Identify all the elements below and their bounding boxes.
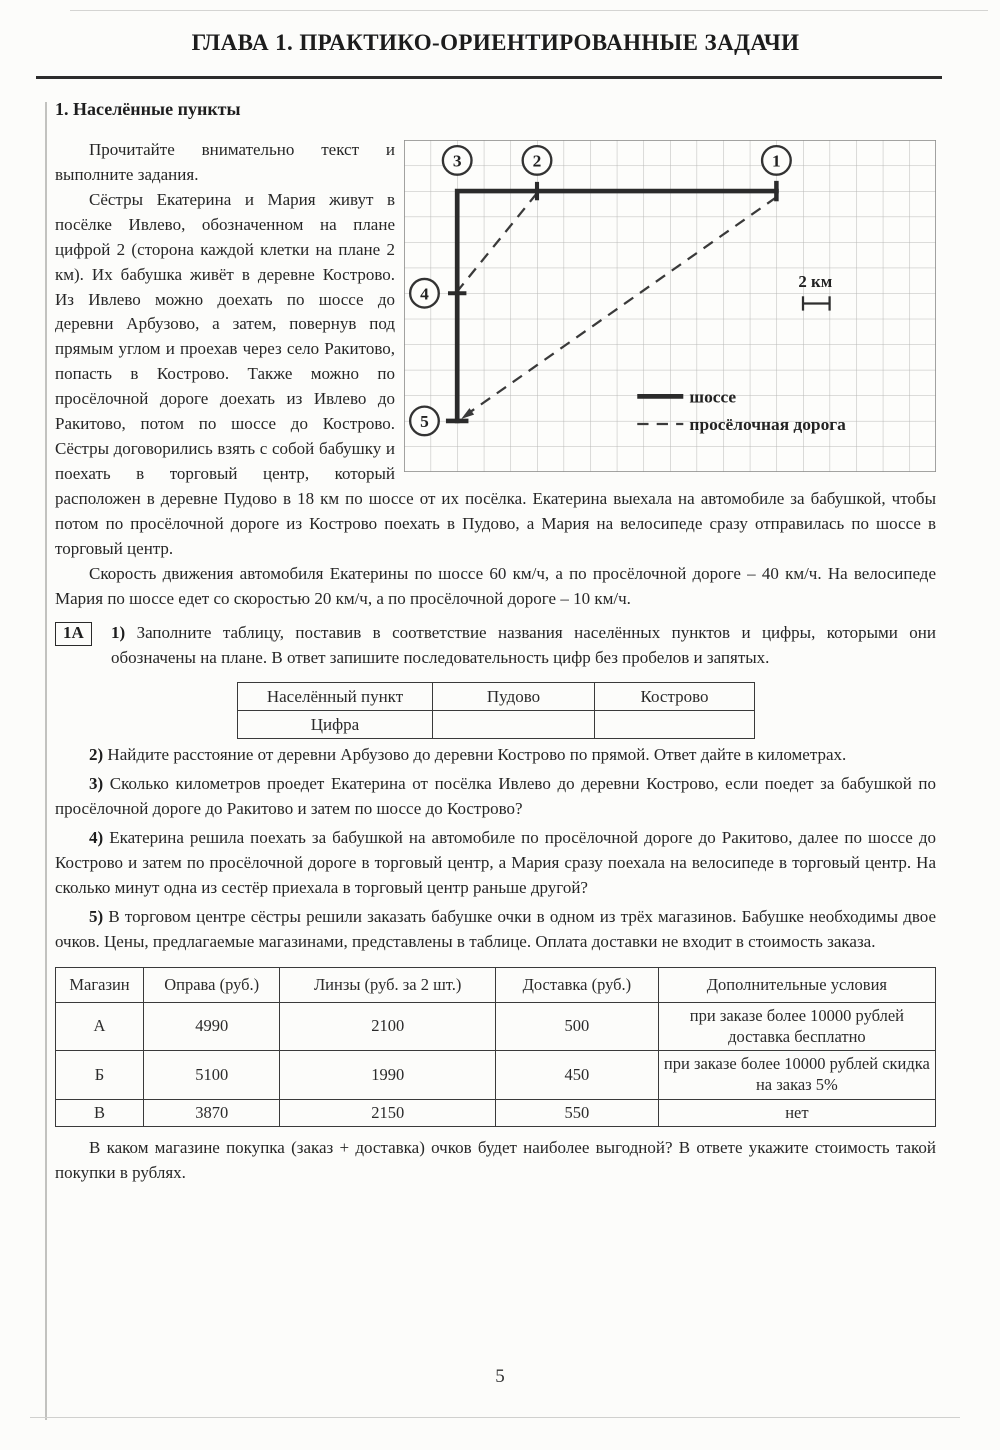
shops-table xyxy=(55,967,936,1127)
task-4-number: 4) xyxy=(89,828,104,848)
speeds-paragraph: Скорость движения автомобиля Екатерины по шоссе 60 км/ч, а по просёлочной дороге – 40 км/ч. На велосипеде Мария по шоссе едет со скоростью 20 км/ч, а по просёлочной дороге – 10 км/ч. xyxy=(55,564,936,609)
shops-row-a xyxy=(56,1003,936,1051)
final-question: В каком магазине покупка (заказ + доставка) очков будет наиболее выгодной? В ответе укажите стоимость такой покупки в рублях. xyxy=(55,1138,936,1183)
shop-lenses-price: 2100 xyxy=(280,1003,496,1051)
map-figure xyxy=(404,140,936,472)
shop-name: В xyxy=(56,1099,144,1127)
village-plan-map xyxy=(404,140,936,472)
intro-block xyxy=(55,138,936,563)
title-divider xyxy=(36,76,942,79)
shops-header-row xyxy=(56,968,936,1003)
match-table-header-row xyxy=(238,683,755,711)
task-1-text: 1) Заполните таблицу, поставив в соответствие названия населённых пунктов и цифры, которыми они обозначены на плане. В ответ запишите последовательность цифр без пробелов и запятых. xyxy=(111,623,936,668)
point-label-4: 4 xyxy=(420,283,429,303)
task-2-text: 2) Найдите расстояние от деревни Арбузово до деревни Кострово по прямой. Ответ дайте в километрах. xyxy=(89,745,847,765)
shops-header-shop: Магазин xyxy=(56,968,144,1003)
task-4-text: 4) Екатерина решила поехать за бабушкой на автомобиле по просёлочной дороге до Ракитово, далее по шоссе до Кострово и затем по просёлочной дороге в торговый центр, а Мария сразу поехала на велосипеде в торговый центр. На сколько минут одна из сестёр приехала в торговый центр раньше другой? xyxy=(55,828,937,898)
task-1-number: 1) xyxy=(111,623,126,643)
task-3-text: 3) Сколько километров проедет Екатерина от посёлка Ивлево до деревни Кострово, если поедет за бабушкой по просёлочной дороге до Ракитово и затем по шоссе до Кострово? xyxy=(55,774,937,819)
point-label-2: 2 xyxy=(532,151,542,171)
shops-header-frame: Оправа (руб.) xyxy=(144,968,280,1003)
task-1-block xyxy=(55,621,936,671)
match-header-settlement: Населённый пункт xyxy=(238,683,433,711)
match-table xyxy=(237,682,755,739)
task-3-number: 3) xyxy=(89,774,104,794)
match-header-kostrovo: Кострово xyxy=(595,683,755,711)
intro-paragraph-2: Сёстры Екатерина и Мария живут в посёлке Ивлево, обозначенном на плане цифрой 2 (сторона каждой клетки на плане 2 км). Их бабушка живёт в деревне Кострово. Из Ивлево можно доехать по шоссе до деревни Арбузово, а затем, повернув под прямым углом и проехав через село Ракитово, попасть в Кострово. Также можно по просёлочной дороге доехать из Ивлево до Ракитово, потом по шоссе до Кострово. Сёстры договорились взять с собой бабушку и поехать в торговый центр, который расположен в деревне Пудово в 18 км по шоссе от их посёлка. Екатерина выехала на автомобиле за бабушкой, чтобы потом по просёлочной дороге из Кострово поехать в Пудово, а Мария на велосипеде сразу отправилась по шоссе в торговый центр. xyxy=(55,189,936,559)
intro-paragraph-1: Прочитайте внимательно текст и выполните задания. xyxy=(55,139,395,184)
task-5-number: 5) xyxy=(89,907,104,927)
match-row-label: Цифра xyxy=(238,711,433,739)
scale-label: 2 км xyxy=(798,271,833,291)
match-header-pudovo: Пудово xyxy=(433,683,595,711)
point-label-1: 1 xyxy=(772,151,781,171)
scan-edge-left xyxy=(45,102,47,1420)
point-label-3: 3 xyxy=(452,151,462,171)
task-2-number: 2) xyxy=(89,745,104,765)
shops-row-b xyxy=(56,1051,936,1099)
shop-conditions: нет xyxy=(658,1099,935,1127)
legend-dashed-label: просёлочная дорога xyxy=(689,414,846,434)
section-title: 1. Населённые пункты xyxy=(55,98,241,119)
shop-name: Б xyxy=(56,1051,144,1099)
shop-delivery-price: 500 xyxy=(495,1003,658,1051)
match-answer-cell-kostrovo xyxy=(595,711,755,739)
page-number: 5 xyxy=(495,1366,505,1387)
shop-frame-price: 5100 xyxy=(144,1051,280,1099)
shop-delivery-price: 550 xyxy=(495,1099,658,1127)
match-answer-cell-pudovo xyxy=(433,711,595,739)
match-table-answer-row xyxy=(238,711,755,739)
shops-header-lenses: Линзы (руб. за 2 шт.) xyxy=(280,968,496,1003)
shops-header-conditions: Дополнительные условия xyxy=(658,968,935,1003)
shop-conditions: при заказе более 10000 рублей скидка на заказ 5% xyxy=(658,1051,935,1099)
shop-frame-price: 3870 xyxy=(144,1099,280,1127)
shop-conditions: при заказе более 10000 рублей доставка бесплатно xyxy=(658,1003,935,1051)
chapter-title: ГЛАВА 1. ПРАКТИКО-ОРИЕНТИРОВАННЫЕ ЗАДАЧИ xyxy=(191,30,800,55)
shop-lenses-price: 1990 xyxy=(280,1051,496,1099)
shop-lenses-price: 2150 xyxy=(280,1099,496,1127)
scan-edge-top xyxy=(70,10,988,11)
shop-delivery-price: 450 xyxy=(495,1051,658,1099)
difficulty-badge: 1А xyxy=(55,622,92,646)
shops-header-delivery: Доставка (руб.) xyxy=(495,968,658,1003)
point-label-5: 5 xyxy=(420,411,429,431)
legend-solid-label: шоссе xyxy=(689,387,737,407)
shop-frame-price: 4990 xyxy=(144,1003,280,1051)
shop-name: А xyxy=(56,1003,144,1051)
task-5-text: 5) В торговом центре сёстры решили заказать бабушке очки в одном из трёх магазинов. Бабушке необходимы двое очков. Цены, предлагаемые магазинами, представлены в таблице. Оплата доставки не входит в стоимость заказа. xyxy=(55,907,937,952)
scan-edge-bottom xyxy=(30,1417,960,1418)
shops-row-v xyxy=(56,1099,936,1127)
